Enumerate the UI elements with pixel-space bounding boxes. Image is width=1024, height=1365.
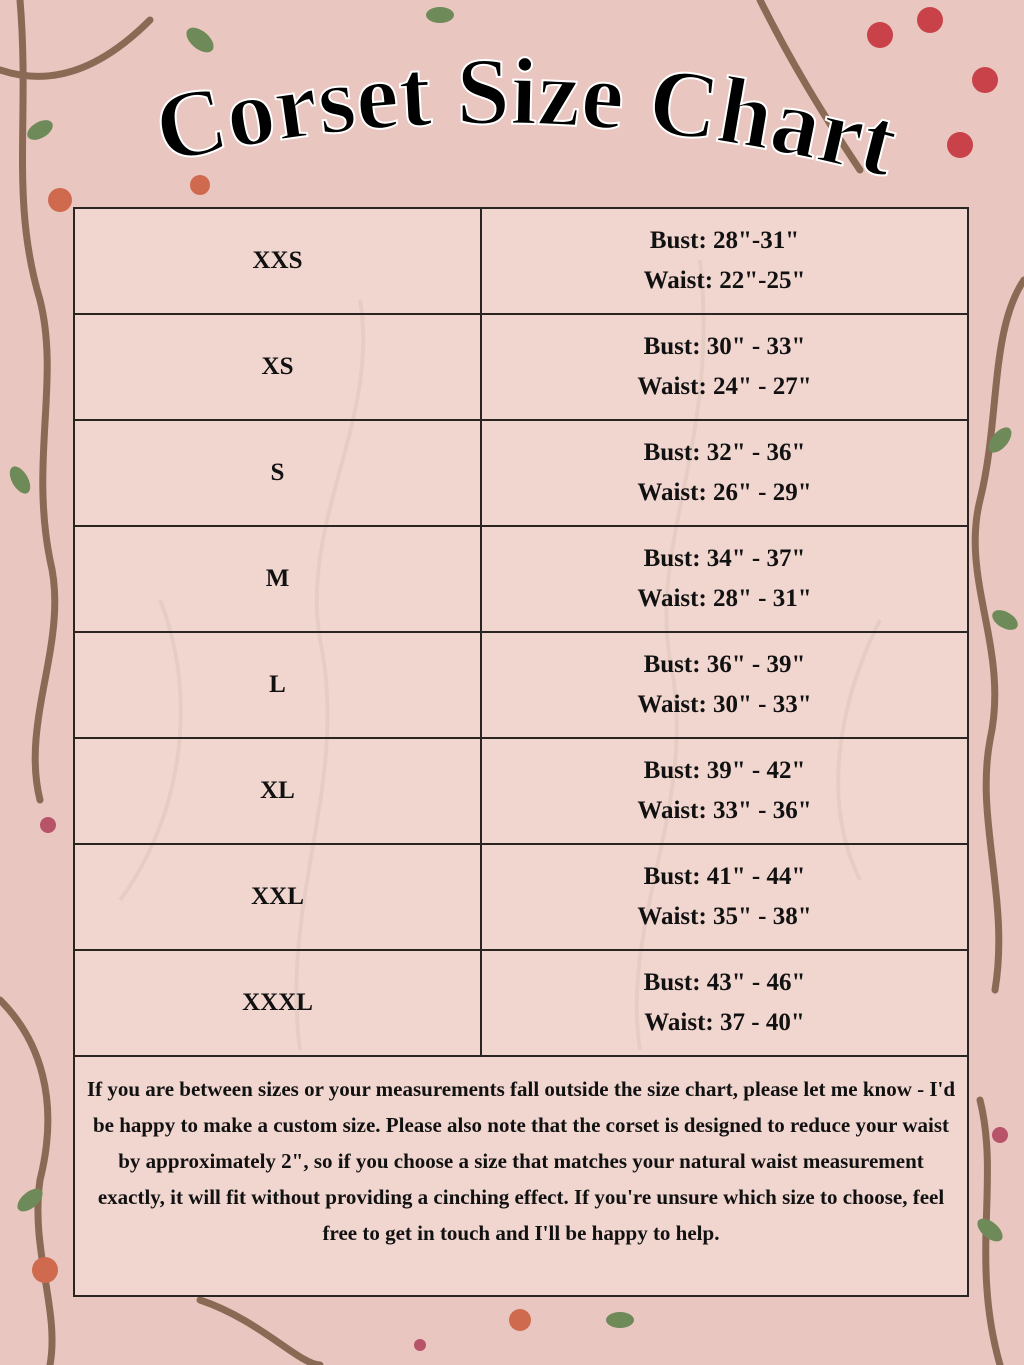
waist-measurement: Waist: 24" - 27" — [637, 373, 812, 400]
waist-measurement: Waist: 33" - 36" — [637, 797, 812, 824]
size-label: L — [75, 633, 482, 737]
bust-measurement: Bust: 43" - 46" — [643, 969, 806, 996]
measurements-cell — [482, 845, 967, 949]
title-text — [146, 37, 908, 197]
waist-measurement: Waist: 28" - 31" — [637, 585, 812, 612]
measurements-cell — [482, 951, 967, 1055]
measurements-cell — [482, 739, 967, 843]
size-row-s — [75, 421, 967, 527]
page-title — [0, 20, 1024, 200]
measurements-cell — [482, 315, 967, 419]
size-label: XXXL — [75, 951, 482, 1055]
size-row-xl — [75, 739, 967, 845]
size-label: XXL — [75, 845, 482, 949]
size-label: XL — [75, 739, 482, 843]
measurements-cell — [482, 527, 967, 631]
bust-measurement: Bust: 34" - 37" — [643, 545, 806, 572]
waist-measurement: Waist: 35" - 38" — [637, 903, 812, 930]
title-text-path: Corset Size Chart — [145, 37, 908, 197]
waist-measurement: Waist: 22"-25" — [643, 267, 806, 294]
bust-measurement: Bust: 32" - 36" — [643, 439, 806, 466]
measurements-cell — [482, 209, 967, 313]
bust-measurement: Bust: 41" - 44" — [643, 863, 806, 890]
size-note: If you are between sizes or your measurements fall outside the size chart, please let me know - I'd be happy to make a custom size. Please also note that the corset is designed to reduce your waist by approximately 2", so if you choose a size that matches your natural waist measurement exactly, it will fit without providing a cinching effect. If you're unsure which size to choose, feel free to get in touch and I'll be happy to help. — [86, 1077, 956, 1245]
size-row-xxxl — [75, 951, 967, 1057]
bust-measurement: Bust: 39" - 42" — [643, 757, 806, 784]
size-label: XS — [75, 315, 482, 419]
measurements-cell — [482, 633, 967, 737]
size-row-m — [75, 527, 967, 633]
size-label: XXS — [75, 209, 482, 313]
size-chart-table — [73, 207, 969, 1297]
waist-measurement: Waist: 37 - 40" — [644, 1009, 805, 1036]
bust-measurement: Bust: 30" - 33" — [643, 333, 806, 360]
size-row-xxs — [75, 209, 967, 315]
bust-measurement: Bust: 28"-31" — [649, 227, 800, 254]
size-row-xs — [75, 315, 967, 421]
measurements-cell — [482, 421, 967, 525]
size-label: M — [75, 527, 482, 631]
waist-measurement: Waist: 30" - 33" — [637, 691, 812, 718]
bust-measurement: Bust: 36" - 39" — [643, 651, 806, 678]
waist-measurement: Waist: 26" - 29" — [637, 479, 812, 506]
size-label: S — [75, 421, 482, 525]
size-row-l — [75, 633, 967, 739]
size-row-xxl — [75, 845, 967, 951]
